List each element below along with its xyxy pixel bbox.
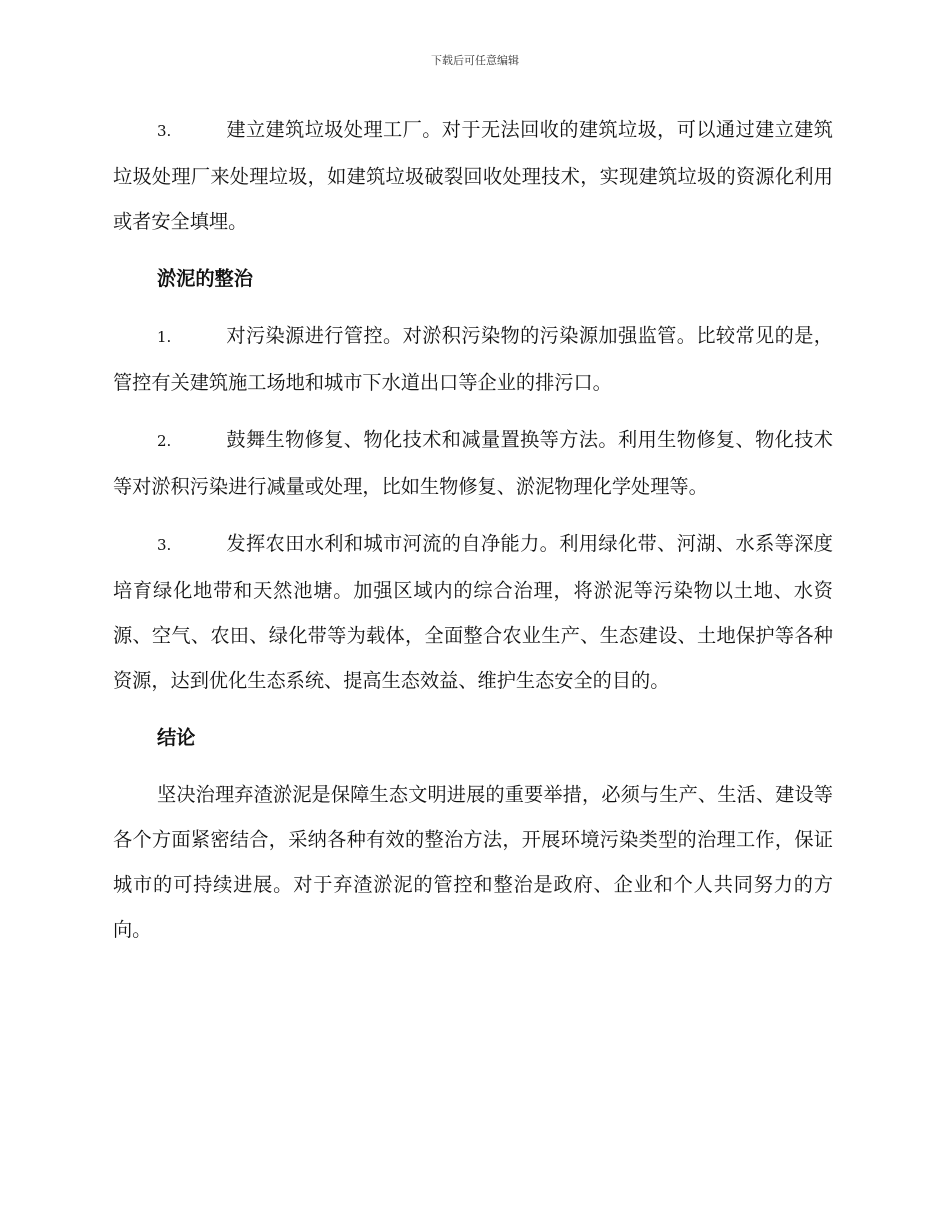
- section-heading-sludge: 淤泥的整治: [157, 267, 253, 290]
- document-body: [113, 107, 833, 952]
- list-text: 鼓舞生物修复、物化技术和减量置换等方法。利用生物修复、物化技术等对淤积污染进行减量或处理，比如生物修复、淤泥物理化学处理等。: [113, 428, 833, 498]
- conclusion-paragraph: 坚决治理弃渣淤泥是保障生态文明进展的重要举措，必须与生产、生活、建设等各个方面紧密结合，采纳各种有效的整治方法，开展环境污染类型的治理工作，保证城市的可持续进展。对于弃渣淤泥的管控和整治是政府、企业和个人共同努力的方向。: [113, 783, 833, 941]
- list-text: 建立建筑垃圾处理工厂。对于无法回收的建筑垃圾，可以通过建立建筑垃圾处理厂来处理垃圾，如建筑垃圾破裂回收处理技术，实现建筑垃圾的资源化利用或者安全填埋。: [113, 118, 833, 233]
- list-item: [113, 417, 833, 509]
- list-item: [113, 107, 833, 244]
- list-number: 3.: [157, 122, 172, 140]
- page-header-note: 下载后可任意编辑: [431, 54, 519, 67]
- list-text: 对污染源进行管控。对淤积污染物的污染源加强监管。比较常见的是，管控有关建筑施工场地和城市下水道出口等企业的排污口。: [113, 324, 833, 394]
- list-text: 发挥农田水利和城市河流的自净能力。利用绿化带、河湖、水系等深度培育绿化地带和天然池塘。加强区域内的综合治理，将淤泥等污染物以土地、水资源、空气、农田、绿化带等为载体，全面整合农业生产、生态建设、土地保护等各种资源，达到优化生态系统、提高生态效益、维护生态安全的目的。: [113, 532, 833, 692]
- section-heading-conclusion: 结论: [157, 726, 196, 749]
- list-number: 2.: [157, 432, 172, 450]
- list-item: [113, 313, 833, 405]
- list-number: 1.: [157, 328, 172, 346]
- list-number: 3.: [157, 536, 172, 554]
- list-item: [113, 521, 833, 703]
